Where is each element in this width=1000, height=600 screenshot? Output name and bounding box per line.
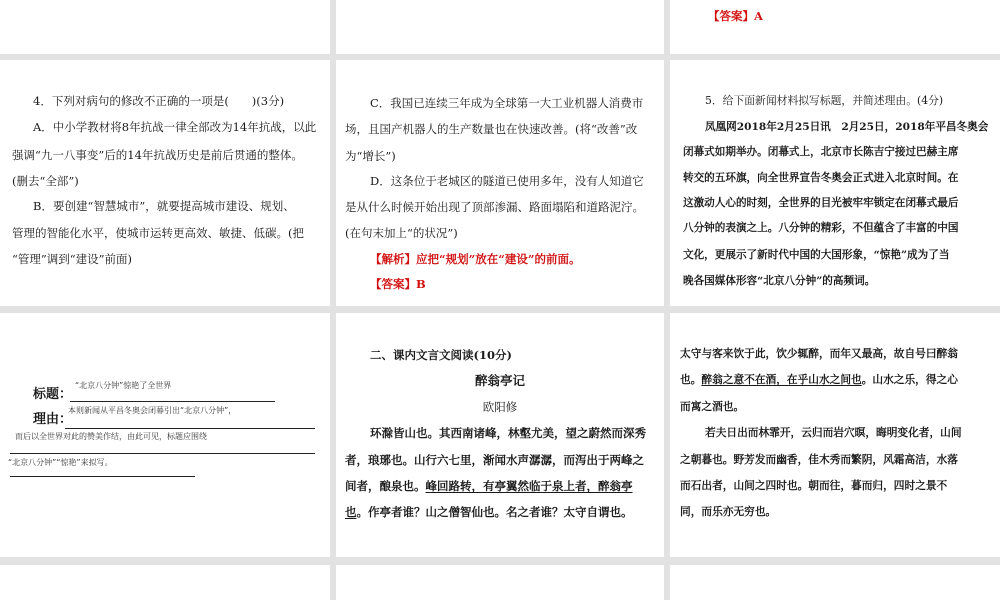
slide-thumbnail[interactable] xyxy=(0,565,330,600)
option-line: 是从什么时候开始出现了顶部渗漏、路面塌陷和道路泥泞。 xyxy=(345,200,644,214)
option-line: 管理的智能化水平，使城市运转更高效、敏捷、低碳。(把 xyxy=(12,226,304,240)
underlined-sentence: 峰回路转，有亭翼然临于泉上者，醉翁亭 xyxy=(425,479,633,493)
option-line: “管理”调到“建设”前面) xyxy=(12,252,133,266)
passage-line: 者，琅琊也。山行六七里，渐闻水声潺潺，而泻出于两峰之 xyxy=(345,453,644,467)
text-author: 欧阳修 xyxy=(482,400,518,414)
slide-thumbnail[interactable] xyxy=(670,565,1000,600)
material-line: 转交的五环旗，向全世界宣告冬奥会正式进入北京时间。在 xyxy=(683,172,959,184)
passage-text: 也。 xyxy=(680,373,702,386)
passage-line xyxy=(345,502,633,522)
passage-line: 之朝暮也。野芳发而幽香，佳木秀而繁阴，风霜高洁，水落 xyxy=(680,453,958,466)
material-line: 晚各国媒体形容“北京八分钟”的高频词。 xyxy=(683,275,876,287)
option-line: (在句末加上“的状况”) xyxy=(345,226,458,240)
option-line: A．中小学教材将8年抗战一律全部改为14年抗战，以此 xyxy=(33,120,317,134)
passage-line: 同，而乐亦无穷也。 xyxy=(680,505,777,518)
slide-thumbnail[interactable] xyxy=(0,0,330,54)
question-line: 4．下列对病句的修改不正确的一项是( )(3分) xyxy=(33,94,285,108)
slide-thumbnail-question-5-answer[interactable] xyxy=(0,313,330,557)
slide-thumbnail-classical-reading-continued[interactable] xyxy=(670,313,1000,557)
underlined-sentence: 醉翁之意不在酒，在乎山水之间也 xyxy=(701,373,862,386)
passage-line xyxy=(680,370,958,390)
option-line: D．这条位于老城区的隧道已使用多年，没有人知道它 xyxy=(370,174,644,188)
option-line: C．我国已连续三年成为全球第一大工业机器人消费市 xyxy=(370,96,644,110)
section-heading: 二、课内文言文阅读(10分) xyxy=(370,348,512,362)
option-line: (删去“全部”) xyxy=(12,174,79,188)
material-line: 凤凰网2018年2月25日讯 2月25日，2018年平昌冬奥会 xyxy=(705,121,989,133)
title-label: 标题： xyxy=(33,387,73,402)
passage-line: 而寓之酒也。 xyxy=(680,400,745,413)
title-answer: “北京八分钟”惊艳了全世界 xyxy=(75,381,172,390)
reason-line: 而后以全世界对此的赞美作结，由此可见，标题应围绕 xyxy=(15,432,207,441)
slide-thumbnail-question-5[interactable] xyxy=(670,60,1000,306)
reason-underline xyxy=(65,428,315,429)
passage-text: 。山水之乐，得之心 xyxy=(861,373,958,386)
text-title: 醉翁亭记 xyxy=(474,373,525,388)
material-line: 文化，更展示了新时代中国的大国形象，“惊艳”成为了当 xyxy=(683,249,950,261)
option-line: 场，且国产机器人的生产数量也在快速改善。(将“改善”改 xyxy=(345,122,638,136)
option-line: 为“增长”) xyxy=(345,149,396,163)
underlined-sentence: 也 xyxy=(345,505,357,519)
title-answer-underline xyxy=(70,401,275,402)
reason-underline xyxy=(10,453,315,454)
passage-line: 若夫日出而林霏开，云归而岩穴暝，晦明变化者，山间 xyxy=(705,426,962,439)
analysis-text: 【解析】应把“规划”放在“建设”的前面。 xyxy=(370,252,581,266)
option-line: 强调“九一八事变”后的14年抗战历史是前后贯通的整体。 xyxy=(12,148,303,162)
question-line: 5．给下面新闻材料拟写标题，并简述理由。(4分) xyxy=(705,94,944,107)
material-line: 闭幕式如期举办。闭幕式上，北京市长陈吉宁接过巴赫主席 xyxy=(683,146,959,158)
reason-label: 理由： xyxy=(33,412,73,427)
passage-line: 环滁皆山也。其西南诸峰，林壑尤美，望之蔚然而深秀 xyxy=(370,426,646,440)
slide-thumbnail-classical-reading[interactable] xyxy=(336,313,664,557)
slide-thumbnail-answer-a[interactable] xyxy=(670,0,1000,54)
passage-text: 间者，酿泉也。 xyxy=(345,479,426,493)
slide-thumbnail[interactable] xyxy=(336,0,664,54)
reason-underline xyxy=(10,476,195,477)
passage-line: 而石出者，山间之四时也。朝而往，暮而归，四时之景不 xyxy=(680,479,948,492)
reason-line: “北京八分钟”“惊艳”来拟写。 xyxy=(8,458,113,467)
passage-line xyxy=(345,476,633,496)
slide-thumbnail-question-4-continued[interactable] xyxy=(336,60,664,306)
material-line: 这激动人心的时刻，全世界的目光被牢牢锁定在闭幕式最后 xyxy=(683,197,959,209)
option-line: B．要创建“智慧城市”，就要提高城市建设、规划、 xyxy=(33,199,295,213)
reason-line: 本则新闻从平昌冬奥会闭幕引出“北京八分钟”， xyxy=(68,406,237,415)
material-line: 八分钟的表演之上。八分钟的精彩，不但蕴含了丰富的中国 xyxy=(683,222,959,234)
passage-text: 。作亭者谁？山之僧智仙也。名之者谁？太守自谓也。 xyxy=(356,505,633,519)
passage-line: 太守与客来饮于此，饮少辄醉，而年又最高，故自号曰醉翁 xyxy=(680,347,958,360)
answer-text: 【答案】B xyxy=(370,277,426,291)
slide-thumbnail[interactable] xyxy=(336,565,664,600)
answer-text: 【答案】A xyxy=(708,9,763,23)
slide-thumbnail-question-4[interactable] xyxy=(0,60,330,306)
